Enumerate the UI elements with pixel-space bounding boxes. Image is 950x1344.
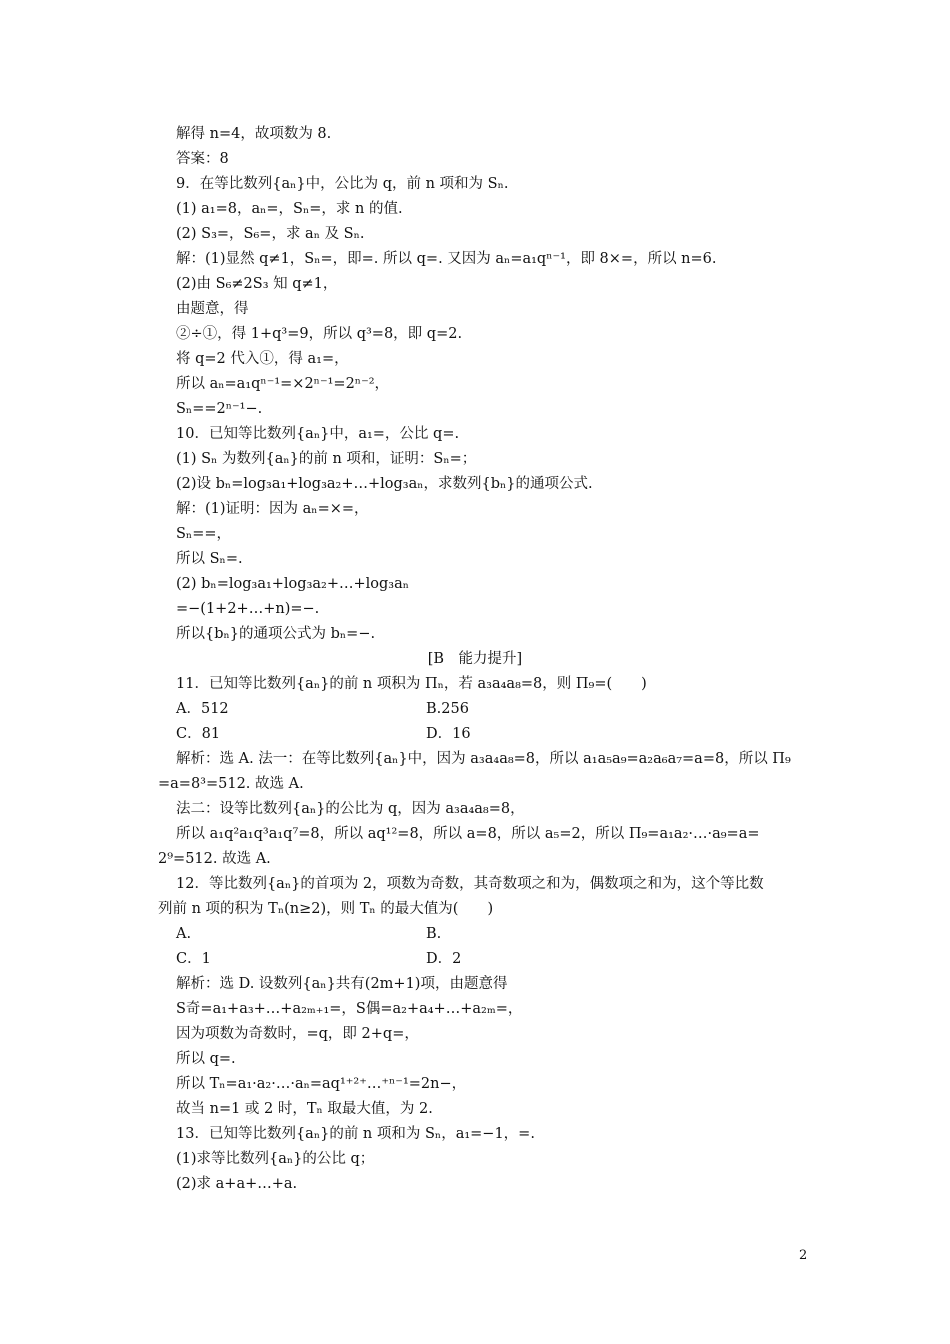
text-line: 所以 aₙ=a₁qⁿ⁻¹=×2ⁿ⁻¹=2ⁿ⁻²， (176, 376, 390, 392)
text-line: 由题意，得 (176, 301, 249, 317)
option-b: B.256 (426, 701, 469, 717)
option-a: A. (176, 926, 192, 942)
text-line: 解析：选 D. 设数列{aₙ}共有(2m+1)项，由题意得 (176, 976, 508, 992)
text-line: ②÷①，得 1+q³=9，所以 q³=8，即 q=2. (176, 326, 463, 342)
problem-11-stem: 11．已知等比数列{aₙ}的前 n 项积为 Πₙ，若 a₃a₄a₈=8，则 Π₉=( ) (176, 676, 647, 692)
text-line: (2)设 bₙ=log₃a₁+log₃a₂+…+log₃aₙ，求数列{bₙ}的通项公式. (176, 476, 593, 492)
text-line: 2⁹=512. 故选 A. (158, 851, 271, 867)
text-line: 将 q=2 代入①，得 a₁=， (176, 351, 349, 367)
page-number: 2 (799, 1248, 808, 1263)
text-line: 列前 n 项的积为 Tₙ(n≥2)，则 Tₙ 的最大值为( ) (158, 901, 494, 917)
text-line: 所以 a₁q²a₁q³a₁q⁷=8，所以 aq¹²=8，所以 a=8，所以 a₅=2，所以 Π₉=a₁a₂·…·a₉=a= (176, 826, 760, 842)
text-line: S奇=a₁+a₃+…+a₂ₘ₊₁=，S偶=a₂+a₄+…+a₂ₘ=， (176, 1001, 523, 1017)
text-line: =−(1+2+…+n)=−. (176, 601, 320, 617)
text-line: (1)求等比数列{aₙ}的公比 q； (176, 1151, 375, 1167)
problem-9-stem: 9．在等比数列{aₙ}中，公比为 q，前 n 项和为 Sₙ. (176, 176, 509, 192)
section-title: [B 能力提升] (427, 651, 523, 667)
problem-13-stem: 13．已知等比数列{aₙ}的前 n 项和为 Sₙ，a₁=−1，=. (176, 1126, 535, 1142)
option-c: C．81 (176, 726, 221, 742)
problem-12-stem: 12．等比数列{aₙ}的首项为 2，项数为奇数，其奇数项之和为，偶数项之和为，这个等比数 (176, 876, 764, 892)
text-line: 解析：选 A. 法一：在等比数列{aₙ}中，因为 a₃a₄a₈=8，所以 a₁a₅a₉=a₂a₆a₇=a=8，所以 Π₉ (176, 751, 791, 767)
text-line: (1) a₁=8，aₙ=，Sₙ=，求 n 的值. (176, 201, 403, 217)
text-line: 所以{bₙ}的通项公式为 bₙ=−. (176, 626, 376, 642)
text-line: 所以 q=. (176, 1051, 236, 1067)
text-line: (1) Sₙ 为数列{aₙ}的前 n 项和，证明：Sₙ=； (176, 451, 477, 467)
option-a: A．512 (176, 701, 229, 717)
text-line: 所以 Tₙ=a₁·a₂·…·aₙ=aq¹⁺²⁺…⁺ⁿ⁻¹=2n−， (176, 1076, 467, 1092)
text-line: (2)求 a+a+…+a. (176, 1176, 298, 1192)
text-line: =a=8³=512. 故选 A. (158, 776, 304, 792)
problem-10-stem: 10．已知等比数列{aₙ}中，a₁=，公比 q=. (176, 426, 460, 442)
text-line: Sₙ==， (176, 526, 232, 542)
text-line: 因为项数为奇数时，=q，即 2+q=， (176, 1026, 419, 1042)
text-line: (2) S₃=，S₆=，求 aₙ 及 Sₙ. (176, 226, 365, 242)
text-line: 法二：设等比数列{aₙ}的公比为 q，因为 a₃a₄a₈=8， (176, 801, 525, 817)
option-d: D．16 (426, 726, 471, 742)
option-b: B. (426, 926, 442, 942)
text-line: (2) bₙ=log₃a₁+log₃a₂+…+log₃aₙ (176, 576, 410, 592)
text-line: 解：(1)证明：因为 aₙ=×=， (176, 501, 369, 517)
text-line: 解：(1)显然 q≠1，Sₙ=，即=. 所以 q=. 又因为 aₙ=a₁qⁿ⁻¹，即 8×=，所以 n=6. (176, 251, 717, 267)
text-line: 所以 Sₙ=. (176, 551, 243, 567)
option-c: C．1 (176, 951, 211, 967)
text-line: 答案：8 (176, 151, 229, 167)
text-line: 故当 n=1 或 2 时，Tₙ 取最大值，为 2. (176, 1101, 433, 1117)
option-d: D．2 (426, 951, 462, 967)
text-line: 解得 n=4，故项数为 8. (176, 126, 332, 142)
text-line: Sₙ==2ⁿ⁻¹−. (176, 401, 263, 417)
text-line: (2)由 S₆≠2S₃ 知 q≠1， (176, 276, 338, 292)
